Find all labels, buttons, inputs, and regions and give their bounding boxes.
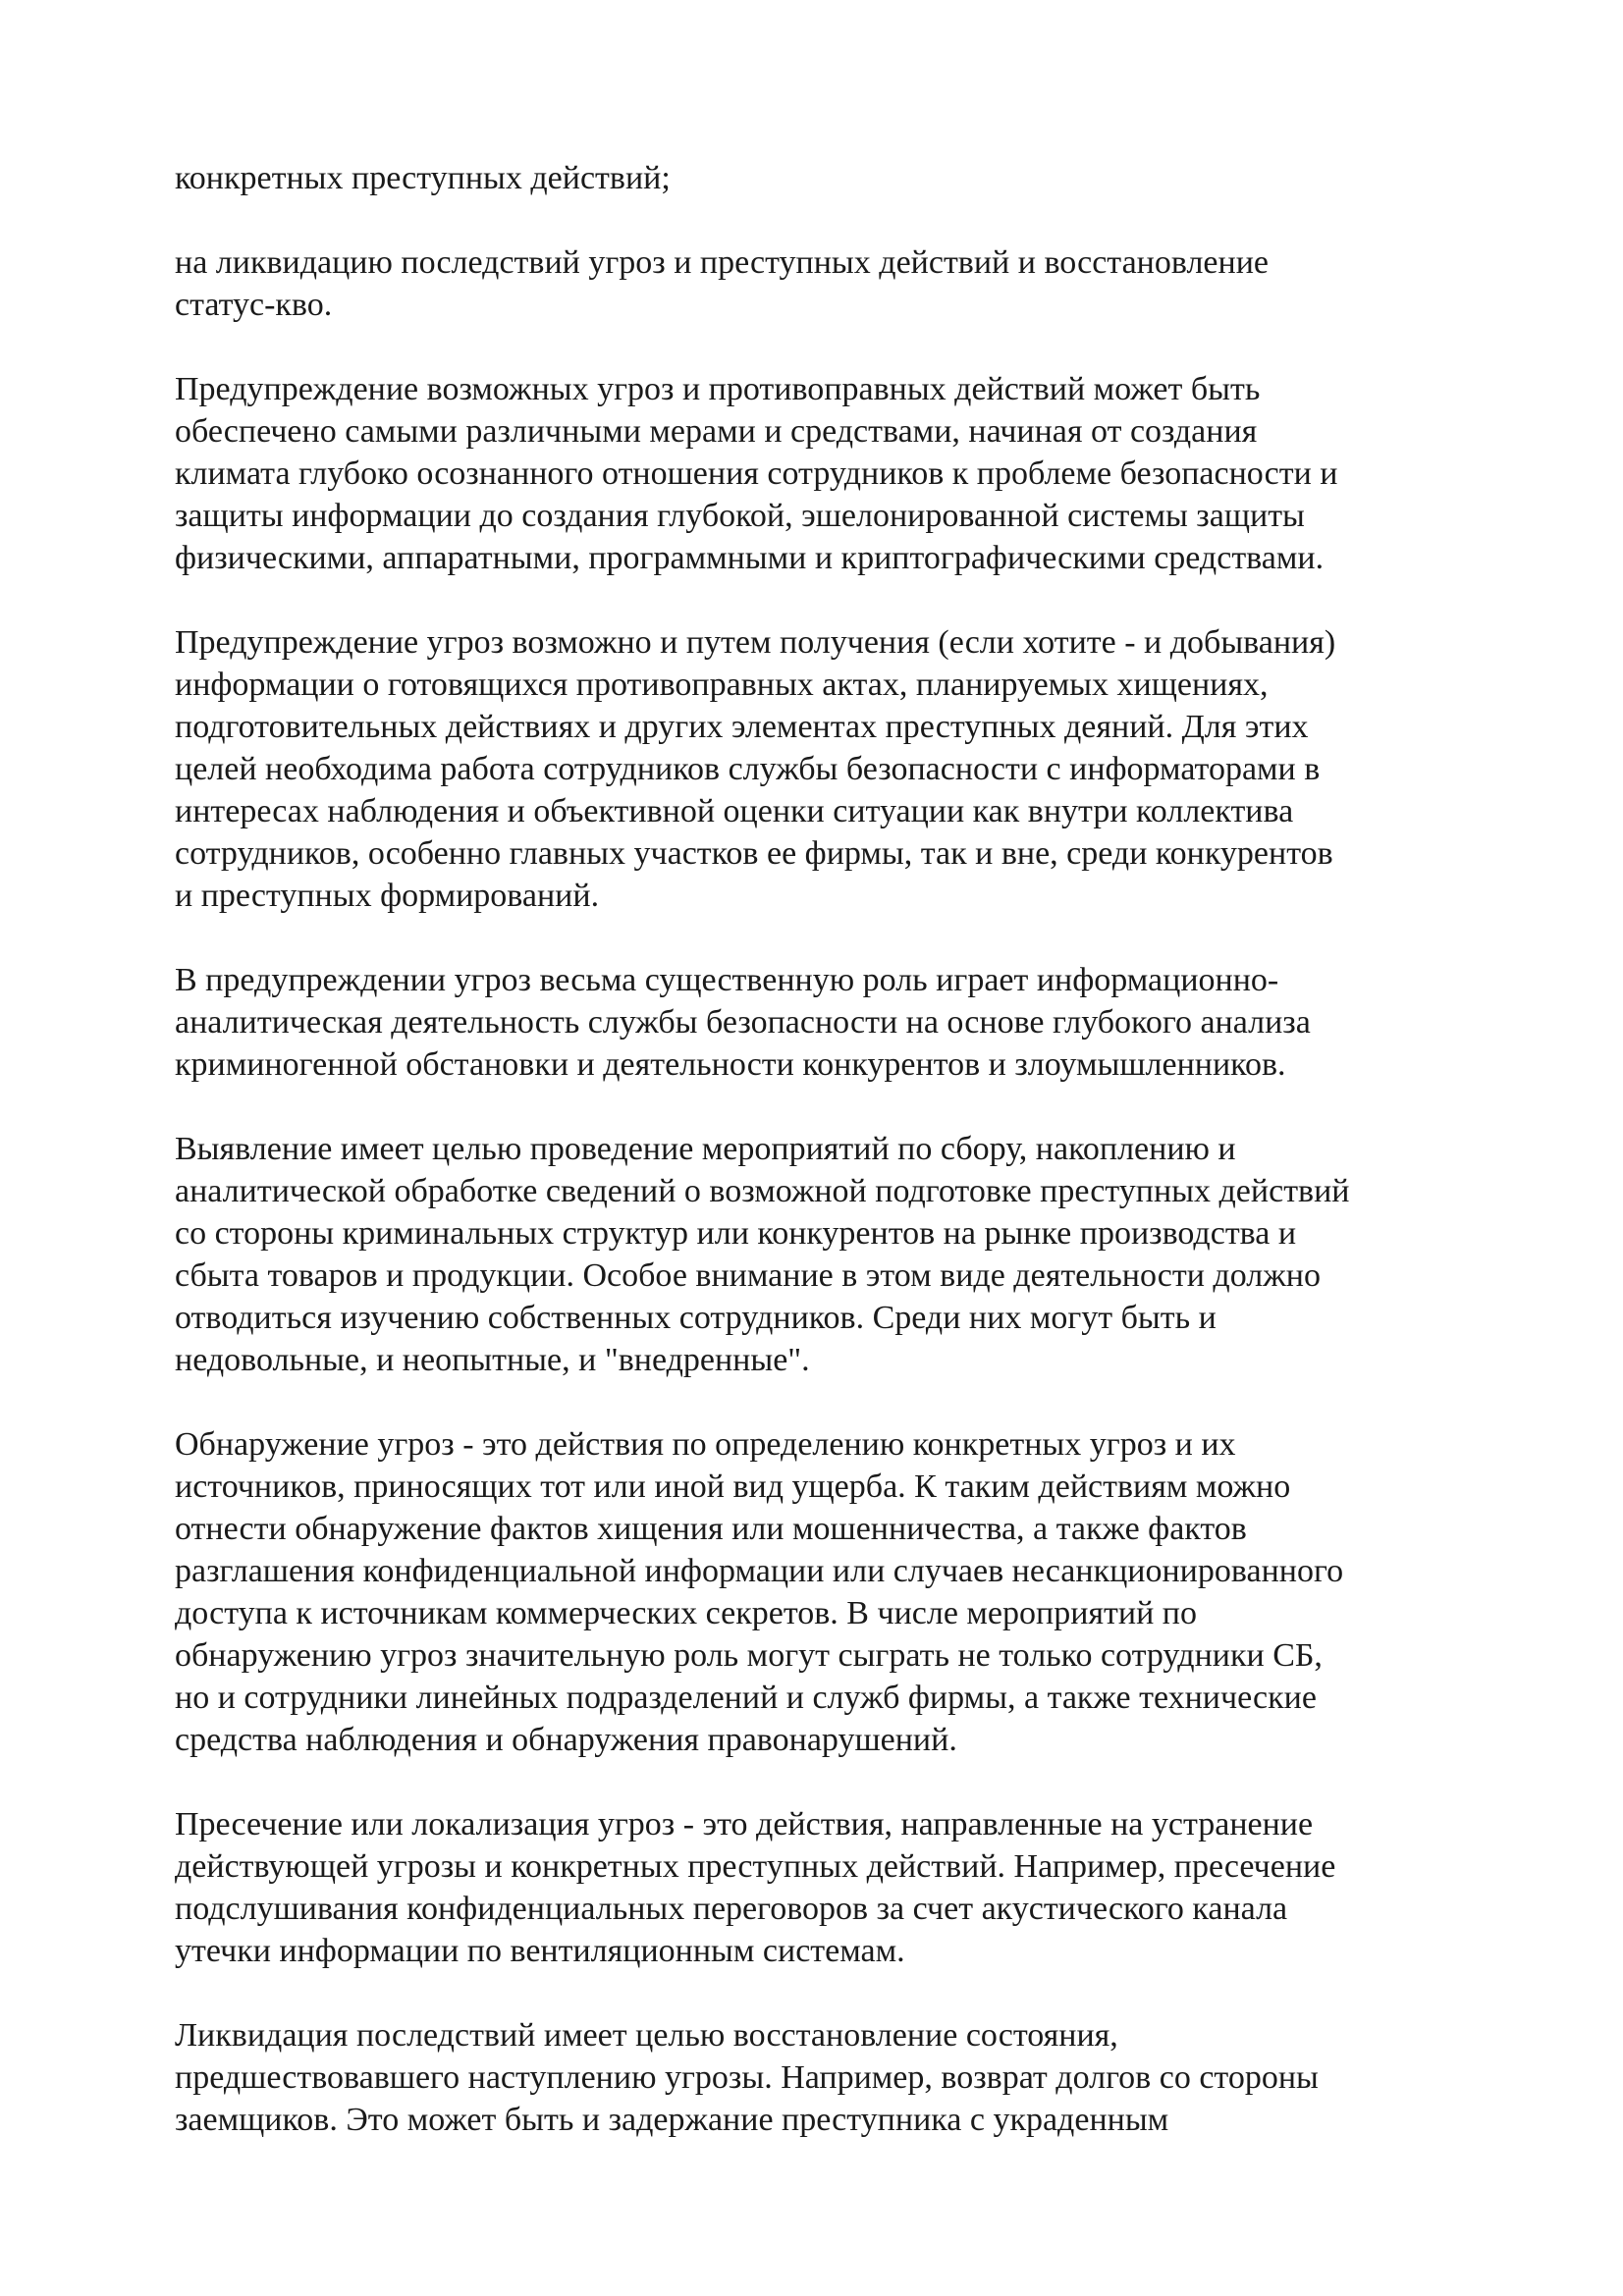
text-line: разглашения конфиденциальной информации или случаев несанкционированного [175, 1553, 1344, 1589]
text-line: предшествовавшего наступлению угрозы. Например, возврат долгов со стороны [175, 2059, 1319, 2096]
text-line: криминогенной обстановки и деятельности конкурентов и злоумышленников. [175, 1046, 1286, 1083]
text-line: Предупреждение возможных угроз и противоправных действий может быть [175, 371, 1261, 407]
text-line: заемщиков. Это может быть и задержание преступника с украденным [175, 2102, 1169, 2138]
text-line: Предупреждение угроз возможно и путем получения (если хотите - и добывания) [175, 624, 1336, 661]
paragraph-9 [175, 2014, 1490, 2141]
text-line: источников, приносящих тот или иной вид ущерба. К таким действиям можно [175, 1468, 1291, 1505]
text-line: Ликвидация последствий имеет целью восстановление состояния, [175, 2017, 1118, 2054]
text-line: физическими, аппаратными, программными и криптографическими средствами. [175, 540, 1325, 576]
paragraph-5 [175, 959, 1490, 1086]
text-line: сотрудников, особенно главных участков ее фирмы, так и вне, среди конкурентов [175, 835, 1333, 872]
paragraph-6 [175, 1128, 1490, 1381]
document-body [175, 157, 1490, 2141]
text-line: аналитическая деятельность службы безопасности на основе глубокого анализа [175, 1004, 1311, 1041]
text-line: отнести обнаружение фактов хищения или мошенничества, а также фактов [175, 1511, 1247, 1547]
text-line: целей необходима работа сотрудников службы безопасности с информаторами в [175, 751, 1321, 787]
text-line: но и сотрудники линейных подразделений и служб фирмы, а также технические [175, 1680, 1317, 1716]
text-line: обнаружению угроз значительную роль могут сыграть не только сотрудники СБ, [175, 1637, 1323, 1674]
text-line: конкретных преступных действий; [175, 160, 671, 196]
text-line: отводиться изучению собственных сотрудников. Среди них могут быть и [175, 1300, 1217, 1336]
text-line: интересах наблюдения и объективной оценки ситуации как внутри коллектива [175, 793, 1294, 829]
text-line: и преступных формирований. [175, 878, 600, 914]
text-line: Выявление имеет целью проведение мероприятий по сбору, накоплению и [175, 1131, 1236, 1167]
text-line: со стороны криминальных структур или конкурентов на рынке производства и [175, 1215, 1297, 1252]
paragraph-7 [175, 1423, 1490, 1761]
paragraph-8 [175, 1803, 1490, 1972]
paragraph-3 [175, 368, 1490, 579]
text-line: подготовительных действиях и других элементах преступных деяний. Для этих [175, 709, 1309, 745]
text-line: В предупреждении угроз весьма существенную роль играет информационно- [175, 962, 1279, 998]
text-line: подслушивания конфиденциальных переговоров за счет акустического канала [175, 1891, 1288, 1927]
text-line: статус-кво. [175, 287, 333, 323]
text-line: аналитической обработке сведений о возможной подготовке преступных действий [175, 1173, 1350, 1209]
text-line: Пресечение или локализация угроз - это действия, направленные на устранение [175, 1806, 1314, 1842]
paragraph-1 [175, 157, 1490, 199]
text-line: на ликвидацию последствий угроз и преступных действий и восстановление [175, 244, 1269, 281]
paragraph-4 [175, 621, 1490, 917]
paragraph-2 [175, 241, 1490, 326]
text-line: защиты информации до создания глубокой, эшелонированной системы защиты [175, 498, 1305, 534]
text-line: информации о готовящихся противоправных актах, планируемых хищениях, [175, 667, 1269, 703]
text-line: обеспечено самыми различными мерами и средствами, начиная от создания [175, 413, 1258, 450]
text-line: недовольные, и неопытные, и "внедренные". [175, 1342, 810, 1378]
text-line: средства наблюдения и обнаружения правонарушений. [175, 1722, 957, 1758]
text-line: климата глубоко осознанного отношения сотрудников к проблеме безопасности и [175, 455, 1338, 492]
text-line: Обнаружение угроз - это действия по определению конкретных угроз и их [175, 1426, 1236, 1463]
text-line: доступа к источникам коммерческих секретов. В числе мероприятий по [175, 1595, 1198, 1631]
text-line: утечки информации по вентиляционным системам. [175, 1933, 905, 1969]
text-line: действующей угрозы и конкретных преступных действий. Например, пресечение [175, 1848, 1336, 1885]
text-line: сбыта товаров и продукции. Особое внимание в этом виде деятельности должно [175, 1257, 1321, 1294]
